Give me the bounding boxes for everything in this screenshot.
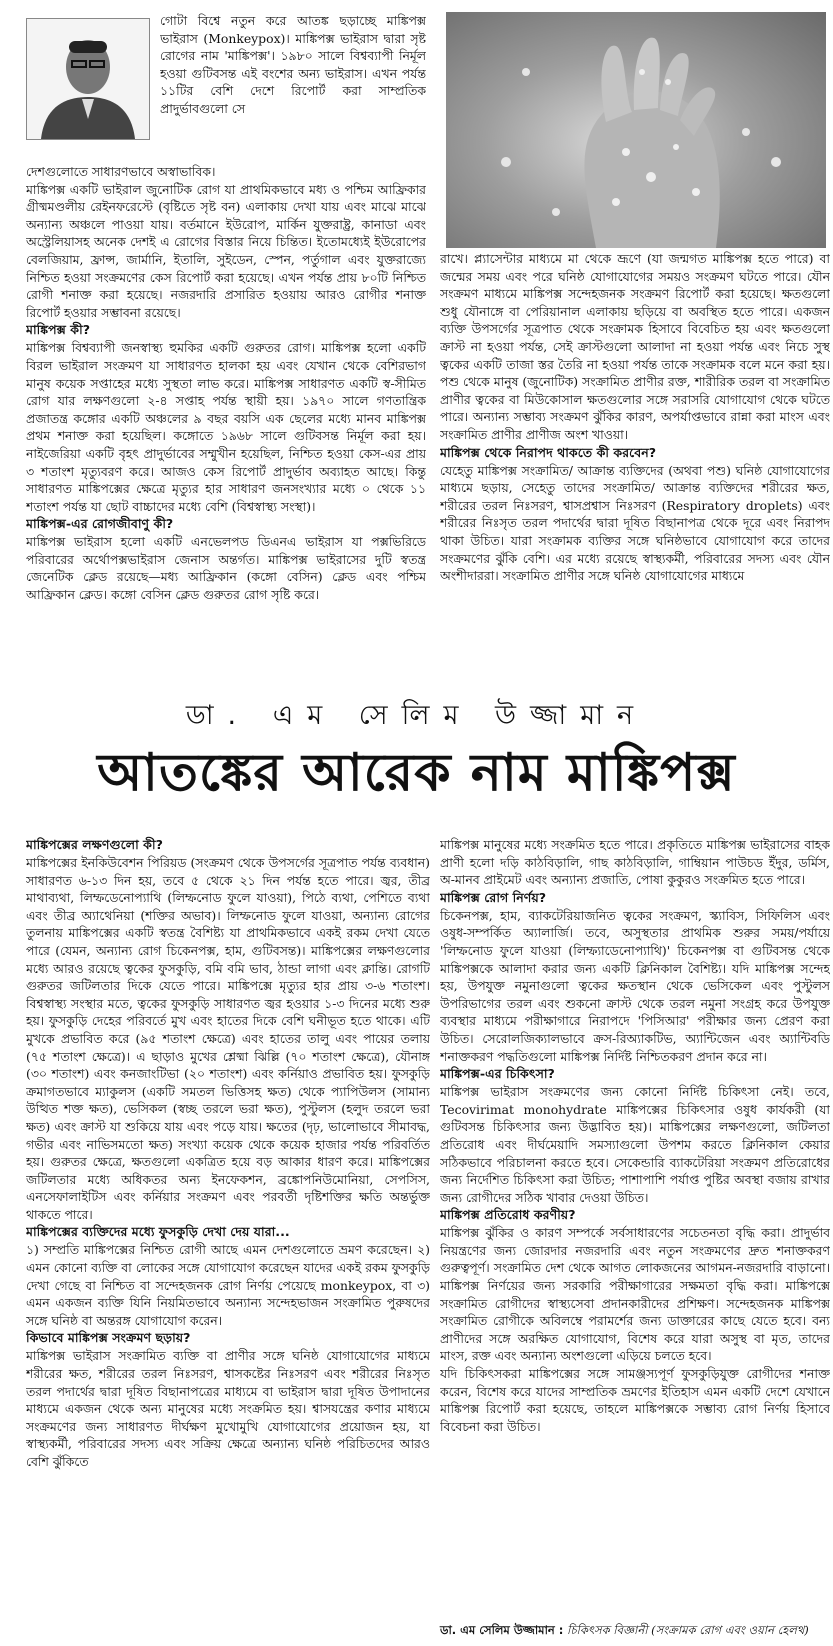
- paragraph: মাঙ্কিপক্স ভাইরাস হলো একটি এনভেলপড ডিএনএ ভাইরাস যা পক্সভিরিডে পরিবারের অর্থোপক্সভাইরাস জেনাস অন্তর্গত। মাঙ্কিপক্স ভাইরাসের দুটি স্বতন্ত্র জেনেটিক ক্লেড রয়েছে—মধ্য আফ্রিকান (কঙ্গো বেসিন) ক্লেড এবং পশ্চিম আফ্রিকান ক্লেড। কঙ্গো বেসিন ক্লেড গুরুতর রোগ সৃষ্টি করে।: [26, 534, 426, 603]
- author-photo: [26, 18, 150, 140]
- paragraph: মাঙ্কিপক্স একটি ভাইরাল জুনোটিক রোগ যা প্রাথমিকভাবে মধ্য ও পশ্চিম আফ্রিকার গ্রীষ্মমণ্ডলীয় রেইনফরেস্টে (বৃষ্টিতে সৃষ্ট বন) এলাকায় দেখা যায় এবং মাঝে মাঝে অন্যান্য অঞ্চলে পাওয়া যায়। বর্তমানে ইউরোপ, মার্কিন যুক্তরাষ্ট্র, কানাডা এবং অস্ট্রেলিয়াসহ অনেক দেশই এ রোগের বিস্তার নিয়ে চিন্তিত। ইতোমধ্যেই ইউরোপের বেলজিয়াম, ফ্রান্স, জার্মানি, ইতালি, সুইডেন, স্পেন, পর্তুগাল এবং যুক্তরাজ্যে নিশ্চিত হওয়া সংক্রমণের কেস রিপোর্ট করা হয়েছে। এখন পর্যন্ত প্রায় ৮০টি নিশ্চিত রোগী শনাক্ত করা হয়েছে। নজরদারি প্রসারিত হওয়ায় আরও রোগীর শনাক্ত রিপোর্ট হওয়ার সম্ভাবনা রয়েছে।: [26, 181, 426, 320]
- article-headline: আতঙ্কের আরেক নাম মাঙ্কিপক্স: [97, 743, 736, 803]
- section-heading: মাঙ্কিপক্স থেকে নিরাপদ থাকতে কী করবেন?: [440, 444, 657, 460]
- paragraph: ১) সম্প্রতি মাঙ্কিপক্সের নিশ্চিত রোগী আছে এমন দেশগুলোতে ভ্রমণ করেছেন। ২) এমন কোনো ব্যক্তি বা লোকের সঙ্গে যোগাযোগ করেছেন যাদের একই রকম ফুসকুড়ি দেখা গেছে বা নিশ্চিত বা সন্দেহজনক রোগ নির্ণয় পেয়েছে monkeypox, বা ৩) এমন একজন ব্যক্তি যিনি নিয়মিতভাবে অন্যান্য সন্দেহভাজন সংক্রামিত পুরুষদের সঙ্গে ঘনিষ্ঠ বা অন্তরঙ্গ যোগাযোগ করেন।: [26, 1242, 430, 1328]
- paragraph: মাঙ্কিপক্স বিশ্বব্যাপী জনস্বাস্থ্য হুমকির একটি গুরুতর রোগ। মাঙ্কিপক্স হলো একটি বিরল ভাইরাল সংক্রমণ যা সাধারণত হালকা হয় এবং যেখান থেকে বেশিরভাগ মানুষ কয়েক সপ্তাহের মধ্যে সুস্থতা লাভ করে। মাঙ্কিপক্স সাধারণত একটি স্ব-সীমিত রোগ যার লক্ষণগুলো ২-৪ সপ্তাহ পর্যন্ত স্থায়ী হয়। ১৯৭০ সালে গণতান্ত্রিক প্রজাতন্ত্র কঙ্গোর একটি অঞ্চলের ৯ বছর বয়সি এক ছেলের মধ্যে মানব মাঙ্কিপক্স প্রথম শনাক্ত করা হয়েছিল। কঙ্গোতে ১৯৬৮ সালে গুটিবসন্ত নির্মূল করা হয়। নাইজেরিয়া একটি বৃহৎ প্রাদুর্ভাবের সম্মুখীন হয়েছিল, নিশ্চিত হওয়া কেস-এর প্রায় ৩ শতাংশ মৃত্যুবরণ করে। আজও কেস রিপোর্ট প্রাদুর্ভাব অব্যাহত আছে। কিন্তু সাধারণত মাঙ্কিপক্সের ক্ষেত্রে মৃত্যুর হার সাধারণ জনসংখ্যার মধ্যে ০ থেকে ১১ শতাংশ পর্যন্ত যা ছোট বাচ্চাদের মধ্যে বেশি (বিশ্বস্বাস্থ্য সংস্থা)।: [26, 340, 426, 514]
- infected-hand-image: [446, 12, 826, 248]
- section-heading: মাঙ্কিপক্স রোগ নির্ণয়?: [440, 889, 547, 905]
- paragraph: মাঙ্কিপক্স ভাইরাস সংক্রামিত ব্যক্তি বা প্রাণীর সঙ্গে ঘনিষ্ঠ যোগাযোগের মাধ্যমে শরীরের ক্ষত, শরীরের তরল নিঃসরণ, শ্বাসকষ্টের নিঃসরণ এবং শরীরের নিঃসৃত তরল পদার্থের দ্বারা দূষিত বিছানাপত্রের মাধ্যমে বা ভাইরাস দ্বারা দূষিত উপাদানের মাধ্যমে একজন থেকে অন্য মানুষের মধ্যে সংক্রমিত হয়। শ্বাসযন্ত্রের কণার মাধ্যমে সংক্রমণের জন্য সাধারণত দীর্ঘক্ষণ মুখোমুখি যোগাযোগের প্রয়োজন হয়, যা স্বাস্থ্যকর্মী, পরিবারের সদস্য এবং সক্রিয় ক্ষেত্রে অন্যান্য ঘনিষ্ঠ পরিচিতদের আরও বেশি ঝুঁকিতে: [26, 1348, 430, 1469]
- column-bottom-left: [26, 836, 430, 1616]
- section-heading: মাঙ্কিপক্স কী?: [26, 322, 91, 338]
- paragraph: মাঙ্কিপক্স ঝুঁকির ও কারণ সম্পর্কে সর্বসাধারণের সচেতনতা বৃদ্ধি করা। প্রাদুর্ভাব নিয়ন্ত্রণের জন্য জোরদার নজরদারি এবং নতুন সংক্রমণের দ্রুত শনাক্তকরণ গুরুত্বপূর্ণ। সংক্রামিত দেশ থেকে আগত লোকজনের আগমন-নজরদারি বাড়ানো। মাঙ্কিপক্স নির্ণয়ের জন্য সরকারি পরীক্ষাগারের সক্ষমতা বৃদ্ধি করা। মাঙ্কিপক্সে সংক্রামিত রোগীদের স্বাস্থ্যসেবা প্রদানকারীদের প্রশিক্ষণ। সন্দেহজনক মাঙ্কিপক্স সংক্রামিত রোগীকে অবিলম্বে পরামর্শের জন্য ডাক্তারের কাছে যেতে হবে। বন্য প্রাণীদের সঙ্গে অরক্ষিত যোগাযোগ, বিশেষ করে যারা অসুস্থ বা মৃত, তাদের মাংস, রক্ত এবং অন্যান্য অংশগুলো এড়িয়ে চলতে হবে।: [440, 1225, 830, 1364]
- section-heading: কিভাবে মাঙ্কিপক্স সংক্রমণ ছড়ায়?: [26, 1330, 191, 1346]
- intro-paragraph-block: [160, 12, 426, 162]
- paragraph: চিকেনপক্স, হাম, ব্যাকটেরিয়াজনিত ত্বকের সংক্রমণ, স্ক্যাবিস, সিফিলিস এবং ওষুধ-সম্পর্কিত অ্যালার্জি। তবে, অসুস্থতার প্রাথমিক শুরুর সময়/পর্যায়ে 'লিম্ফনোড ফুলে যাওয়া (লিম্ফ্যাডেনোপ্যাথি)' চিকেনপক্স বা গুটিবসন্ত থেকে মাঙ্কিপক্সকে আলাদা করার জন্য একটি ক্লিনিকাল বৈশিষ্ট্য। যদি মাঙ্কিপক্স সন্দেহ হয়, উপযুক্ত নমুনাগুলো ত্বকের ক্ষতস্থান থেকে ভেসিকেল এবং পুস্টুলস উপরিভাগের তরল এবং শুকনো ক্রাস্ট থেকে তরল নমুনা সংগ্রহ করে উপযুক্ত ব্যবস্থার মাধ্যমে পরীক্ষাগারে নিরাপদে 'পিসিআর' পরীক্ষার জন্য প্রেরণ করা উচিত। সেরোলজিক্যালভাবে ক্রস-রিঅ্যাকটিভ, অ্যান্টিজেন এবং অ্যান্টিবডি শনাক্তকরণ পদ্ধতিগুলো মাঙ্কিপক্স নির্দিষ্ট নিশ্চিতকরণ প্রদান করে না।: [440, 907, 830, 1064]
- author-byline: ডা. এম সেলিম উজ্জামান: [185, 700, 648, 731]
- section-heading: মাঙ্কিপক্স প্রতিরোধ করণীয়?: [440, 1207, 576, 1223]
- monkeypox-hand-photo: [446, 12, 826, 248]
- paragraph: দেশগুলোতে সাধারণভাবে অস্বাভাবিক।: [26, 164, 216, 179]
- section-heading: মাঙ্কিপক্সের লক্ষণগুলো কী?: [26, 837, 163, 852]
- author-credit: [440, 1622, 830, 1638]
- section-heading: মাঙ্কিপক্স-এর চিকিৎসা?: [440, 1066, 555, 1082]
- column-bottom-right: [440, 836, 830, 1616]
- section-heading: মাঙ্কিপক্সের ব্যক্তিদের মধ্যে ফুসকুড়ি দেখা দেয় যারা...: [26, 1224, 290, 1240]
- author-credit-name: ডা. এম সেলিম উজ্জামান :: [440, 1623, 564, 1637]
- column-top-left: [26, 163, 426, 693]
- paragraph: মাঙ্কিপক্স ভাইরাস সংক্রমণের জন্য কোনো নির্দিষ্ট চিকিৎসা নেই। তবে, Tecovirimat monohydrate মাঙ্কিপক্সের চিকিৎসার ওষুধ কার্যকরী (যা গুটিবসন্ত চিকিৎসার জন্য উদ্ভাবিত হয়)। মাঙ্কিপক্সের লক্ষণগুলো, জটিলতা প্রতিরোধ এবং দীর্ঘমেয়াদি সমস্যাগুলো উপশম করতে ক্লিনিকাল কেয়ার সঠিকভাবে পরিচালনা করতে হবে। সেকেন্ডারি ব্যাকটেরিয়া সংক্রমণ প্রতিরোধের জন্য নির্দেশিত চিকিৎসা করা উচিত; পাশাপাশি পর্যাপ্ত পুষ্টির অবস্থা বজায় রাখার জন্য রোগীদের সঠিক খাবার দেওয়া উচিত।: [440, 1084, 830, 1205]
- column-top-right: [440, 250, 830, 688]
- section-heading: মাঙ্কিপক্স-এর রোগজীবাণু কী?: [26, 516, 174, 532]
- intro-paragraph: গোটা বিশ্বে নতুন করে আতঙ্ক ছড়াচ্ছে মাঙ্কিপক্স ভাইরাস (Monkeypox)। মাঙ্কিপক্স ভাইরাস দ্বারা সৃষ্ট রোগের নাম 'মাঙ্কিপক্স'। ১৯৮০ সালে বিশ্বব্যাপী নির্মূল হওয়া গুটিবসন্ত এই বংশের অন্য ভাইরাস। এখন পর্যন্ত ১১টির বেশি দেশে রিপোর্ট করা সাম্প্রতিক প্রাদুর্ভাবগুলো সে: [160, 13, 426, 116]
- paragraph: যেহেতু মাঙ্কিপক্স সংক্রামিত/ আক্রান্ত ব্যক্তিদের (অথবা পশু) ঘনিষ্ঠ যোগাযোগের মাধ্যমে ছড়ায়, সেহেতু তাদের সংক্রামিত/ আক্রান্ত ব্যক্তিদের শরীরের ক্ষত, শরীরের তরল নিঃসরণ, শ্বাসপ্রশ্বাস নিঃসরণ (Respiratory droplets) এবং শরীরের নিঃসৃত তরল পদার্থের দ্বারা দূষিত বিছানাপত্র থেকে দূরে এবং নিরাপদ থাকা উচিত। যারা সংক্রামক ব্যক্তির সঙ্গে ঘনিষ্ঠভাবে যোগাযোগ করে তাদের সংক্রমণের ঝুঁকি বেশি। এর মধ্যে রয়েছে স্বাস্থ্যকর্মী, পরিবারের সদস্য এবং যৌন অংশীদাররা। সংক্রামিত প্রাণীর সঙ্গে ঘনিষ্ঠ যোগাযোগের মাধ্যমে: [440, 462, 830, 584]
- author-portrait-image: [27, 19, 149, 139]
- paragraph: মাঙ্কিপক্স মানুষের মধ্যে সংক্রমিত হতে পারে। প্রকৃতিতে মাঙ্কিপক্স ভাইরাসের বাহক প্রাণী হলো দড়ি কাঠবিড়ালি, গাছ কাঠবিড়ালি, গাম্বিয়ান পাউচড ইঁদুর, ডর্মিস, অ-মানব প্রাইমেট এবং অন্যান্য প্রজাতি, পোষা কুকুরও সংক্রমিত হতে পারে।: [440, 837, 830, 888]
- paragraph: মাঙ্কিপক্সের ইনকিউবেশন পিরিয়ড (সংক্রমণ থেকে উপসর্গের সূত্রপাত পর্যন্ত ব্যবধান) সাধারণত ৬-১৩ দিন হয়, তবে ৫ থেকে ২১ দিন পর্যন্ত হতে পারে। জ্বর, তীব্র মাথাব্যথা, লিম্ফডেনোপ্যাথি (লিম্ফনোড ফুলে যাওয়া), পিঠে ব্যথা, পেশিতে ব্যথা এবং তীব্র অ্যাথেনিয়া (শক্তির অভাব)। লিম্ফনোড ফুলে যাওয়া, অন্যান্য রোগের তুলনায় মাঙ্কিপক্সের একটি স্বতন্ত্র বৈশিষ্ট্য যা প্রাথমিকভাবে একই রকম দেখা যেতে পারে (যেমন, অন্যান্য রোগ চিকেনপক্স, হাম, গুটিবসন্ত)। মাঙ্কিপক্সের লক্ষণগুলোর মধ্যে আরও রয়েছে ত্বকের ফুসকুড়ি, বমি বমি ভাব, ঠান্ডা লাগা এবং ক্লান্তি। রোগটি গুরুতর জটিলতার দিকে যেতে পারে। মাঙ্কিপক্সে মৃত্যুর হার প্রায় ৩-৬ শতাংশ। বিশ্বস্বাস্থ্য সংস্থার মতে, ত্বকের ফুসকুড়ি সাধারণত জ্বর হওয়ার ১-৩ দিনের মধ্যে শুরু হয়। ফুসকুড়ি দেহের পরিবর্তে মুখ এবং হাতের দিকে বেশি ঘনীভূত হতে থাকে। এটি মুখকে প্রভাবিত করে (৯৫ শতাংশ ক্ষেত্রে) এবং হাতের তালু এবং পায়ের তলায় (৭৫ শতাংশ ক্ষেত্রে)। এ ছাড়াও মুখের শ্লেষ্মা ঝিল্লি (৭০ শতাংশ ক্ষেত্রে), যৌনাঙ্গ (৩০ শতাংশ) এবং কনজাংটিভা (২০ শতাংশ) এবং কর্নিয়াও প্রভাবিত হয়। ফুসকুড়ি ক্রমাগতভাবে ম্যাকুলস (একটি সমতল ভিত্তিসহ ক্ষত) থেকে প্যাপিউলস (সামান্য উত্থিত শক্ত ক্ষত), ভেসিকল (স্বচ্ছ তরলে ভরা ক্ষত), পুস্টুলস (হলুদ তরলে ভরা ক্ষত) এবং ক্রাস্ট যা শুকিয়ে যায় এবং পড়ে যায়। ক্ষতের (দৃঢ়, ভালোভাবে সীমাবদ্ধ, গভীর এবং নাভিসমতো ক্ষত) সংখ্যা কয়েক থেকে কয়েক হাজার পর্যন্ত পরিবর্তিত হয়। গুরুতর ক্ষেত্রে, ক্ষতগুলো একত্রিত হয়ে বড় আকার ধারণ করে। মাঙ্কিপক্সের জটিলতার মধ্যে অধিকতর অন্য ইনফেকশন, ব্রঙ্কোপনিউমোনিয়া, সেপসিস, এনসেফালাইটিস এবং কর্নিয়ার সংক্রমণ এবং পরবর্তী দৃষ্টিশক্তির ক্ষতি অন্তর্ভুক্ত থাকতে পারে।: [26, 855, 430, 1222]
- paragraph: যদি চিকিৎসকরা মাঙ্কিপক্সের সঙ্গে সামঞ্জস্যপূর্ণ ফুসকুড়িযুক্ত রোগীদের শনাক্ত করেন, বিশেষ করে যাদের সাম্প্রতিক ভ্রমণের ইতিহাস এমন একটি দেশে যেখানে মাঙ্কিপক্স রিপোর্ট করা হয়েছে, তাহলে মাঙ্কিপক্সকে সম্ভাব্য রোগ নির্ণয় হিসাবে বিবেচনা করা উচিত।: [440, 1366, 830, 1434]
- paragraph: রাখে। প্ল্যাসেন্টার মাধ্যমে মা থেকে ভ্রূণে (যা জন্মগত মাঙ্কিপক্স হতে পারে) বা জন্মের সময় এবং পরে ঘনিষ্ঠ যোগাযোগের সময়ও সংক্রমণ ঘটতে পারে। যৌন সংক্রমণ মাধ্যমে মাঙ্কিপক্স সন্দেহজনক সংক্রমণ রিপোর্ট করা হয়েছে। ক্ষতগুলো শুধু যৌনাঙ্গে বা পেরিয়ানাল এলাকায় ছড়িয়ে বা অবস্থিত হতে পারে। একজন ব্যক্তি উপসর্গের সূত্রপাত থেকে সংক্রামক হিসাবে বিবেচিত হয় এবং ক্ষতগুলো ক্রাস্ট না হওয়া পর্যন্ত, সেই ক্রাস্টগুলো আলাদা না হওয়া পর্যন্ত এবং নিচে সুস্থ ত্বকের একটি তাজা স্তর তৈরি না হওয়া পর্যন্ত তাকে সংক্রামক বলে মনে করা হয়। পশু থেকে মানুষ (জুনোটিক) সংক্রামিত প্রাণীর রক্ত, শারীরিক তরল বা সংক্রামিত প্রাণীর ত্বকের বা মিউকোসাল ক্ষতগুলোর সঙ্গে সরাসরি যোগাযোগ থেকে ঘটতে পারে। অন্যান্য সম্ভাব্য সংক্রমণ ঝুঁকির কারণ, অপর্যাপ্তভাবে রান্না করা মাংস এবং সংক্রামিত প্রাণীর প্রাণীজ অংশ খাওয়া।: [440, 251, 830, 442]
- author-credit-role: চিকিৎসক বিজ্ঞানী (সংক্রামক রোগ এবং ওয়ান হেলথ): [567, 1623, 809, 1637]
